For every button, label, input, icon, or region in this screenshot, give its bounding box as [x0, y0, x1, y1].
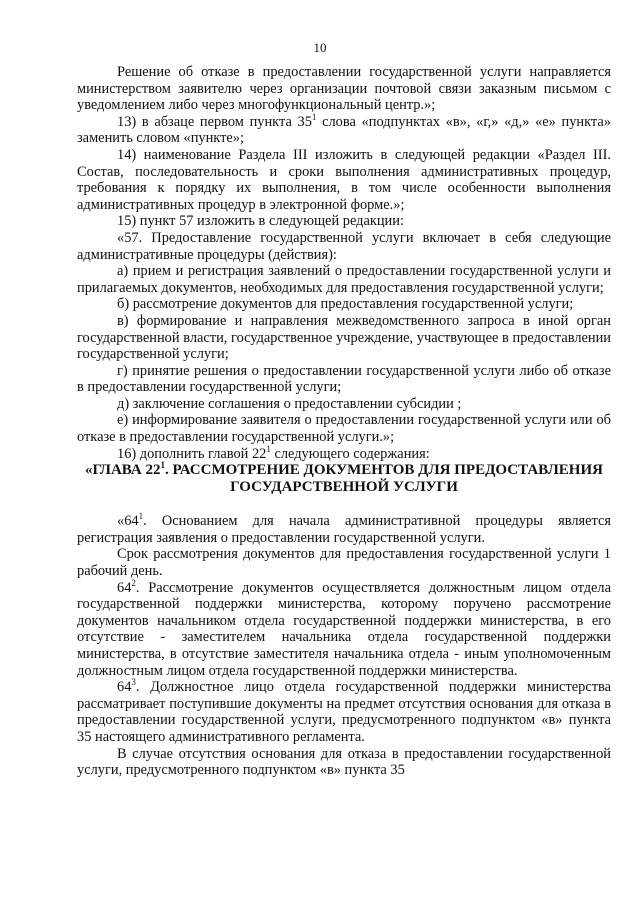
paragraph — [77, 679, 611, 745]
page-number: 10 — [313, 40, 327, 55]
text-run: . Основанием для начала административной процедуры является регистрация заявления о предоставлении государственной услуги. — [77, 513, 611, 546]
superscript: 1 — [138, 511, 144, 522]
document-body — [77, 64, 611, 779]
text-run: а) прием и регистрация заявлений о предоставлении государственной услуги и прилагаемых документов, необходимых для предоставления государственной услуги; — [77, 263, 611, 296]
text-run: 15) пункт 57 изложить в следующей редакции: — [117, 213, 404, 230]
paragraph — [77, 443, 611, 463]
paragraph — [77, 263, 611, 296]
text-run: в) формирование и направления межведомственного запроса в иной орган государственной власти, государственное учреждение, участвующее в предоставлении государственной услуги; — [77, 312, 611, 363]
paragraph — [77, 363, 611, 396]
superscript: 2 — [131, 577, 136, 588]
paragraph — [77, 111, 611, 147]
paragraph — [77, 313, 611, 363]
superscript: 1 — [160, 460, 165, 471]
text-run: «ГЛАВА 22 — [85, 462, 161, 479]
paragraph — [77, 230, 611, 263]
text-run: 16) дополнить главой 22 — [117, 445, 267, 462]
text-run: Срок рассмотрения документов для предоставления государственной услуги 1 рабочий день. — [77, 546, 611, 580]
text-run: 14) наименование Раздела III изложить в следующей редакции «Раздел III. Состав, последовательность и сроки выполнения административных процедур, требования к порядку их выполнения, в том числе особенности выполнения административных процедур в электронной форме.»; — [77, 146, 611, 213]
paragraph — [77, 64, 611, 114]
superscript: 1 — [311, 111, 317, 122]
text-run: . Должностное лицо отдела государственной поддержки министерства рассматривает поступившие документы на предмет отсутствия основания для отказа в предоставлении государственной услуги, предусмотренного подпунктом «в» пункта 35 настоящего административного регламента. — [77, 679, 611, 745]
text-run: В случае отсутствия основания для отказа в предоставлении государственной услуги, предусмотренного подпунктом «в» пункта 35 — [77, 745, 611, 779]
text-run: слова «подпунктах «в», «г,» «д,» «е» пункта» заменить словом «пункте»; — [77, 113, 611, 147]
superscript: 3 — [131, 677, 136, 688]
paragraph — [77, 513, 611, 546]
text-run: «64 — [117, 513, 139, 530]
paragraph — [77, 213, 611, 230]
chapter-heading — [77, 462, 611, 496]
text-run: д) заключение соглашения о предоставлении субсидии ; — [117, 395, 462, 412]
paragraph — [77, 746, 611, 779]
text-run: следующего содержания: — [270, 445, 430, 462]
paragraph — [77, 577, 611, 680]
superscript: 1 — [266, 443, 271, 454]
paragraph — [77, 412, 611, 445]
paragraph — [77, 546, 611, 579]
text-run: . РАССМОТРЕНИЕ ДОКУМЕНТОВ ДЛЯ ПРЕДОСТАВЛЕНИЯ ГОСУДАРСТВЕННОЙ УСЛУГИ — [164, 462, 603, 496]
text-run: 64 — [117, 679, 132, 696]
text-run: е) информирование заявителя о предоставлении государственной услуги или об отказе в предоставлении государственной услуги.»; — [77, 412, 611, 446]
text-run: 64 — [117, 579, 132, 596]
text-run: б) рассмотрение документов для предоставления государственной услуги; — [117, 296, 574, 313]
text-run: «57. Предоставление государственной услуги включает в себя следующие административные процедуры (действия): — [77, 229, 611, 263]
text-run: Решение об отказе в предоставлении государственной услуги направляется министерством заявителю через организации почтовой связи заказным письмом с уведомлением либо через многофункциональный центр.»; — [77, 64, 611, 114]
text-run: г) принятие решения о предоставлении государственной услуги либо об отказе в предоставлении государственной услуги; — [77, 362, 611, 396]
paragraph-spacer — [77, 496, 611, 513]
text-run: . Рассмотрение документов осуществляется должностным лицом отдела государственной поддержки министерства, которому поручено рассмотрение документов начальником отдела государственной поддержки министерства, в его отсутствие - заместителем начальника отдела государственной поддержки министерства, в отсутствие заместителя начальника отдела - иным уполномоченным должностным лицом отдела государственной поддержки министерства. — [77, 579, 611, 679]
paragraph — [77, 296, 611, 313]
paragraph — [77, 396, 611, 413]
paragraph — [77, 147, 611, 213]
text-run: 13) в абзаце первом пункта 35 — [117, 113, 312, 130]
